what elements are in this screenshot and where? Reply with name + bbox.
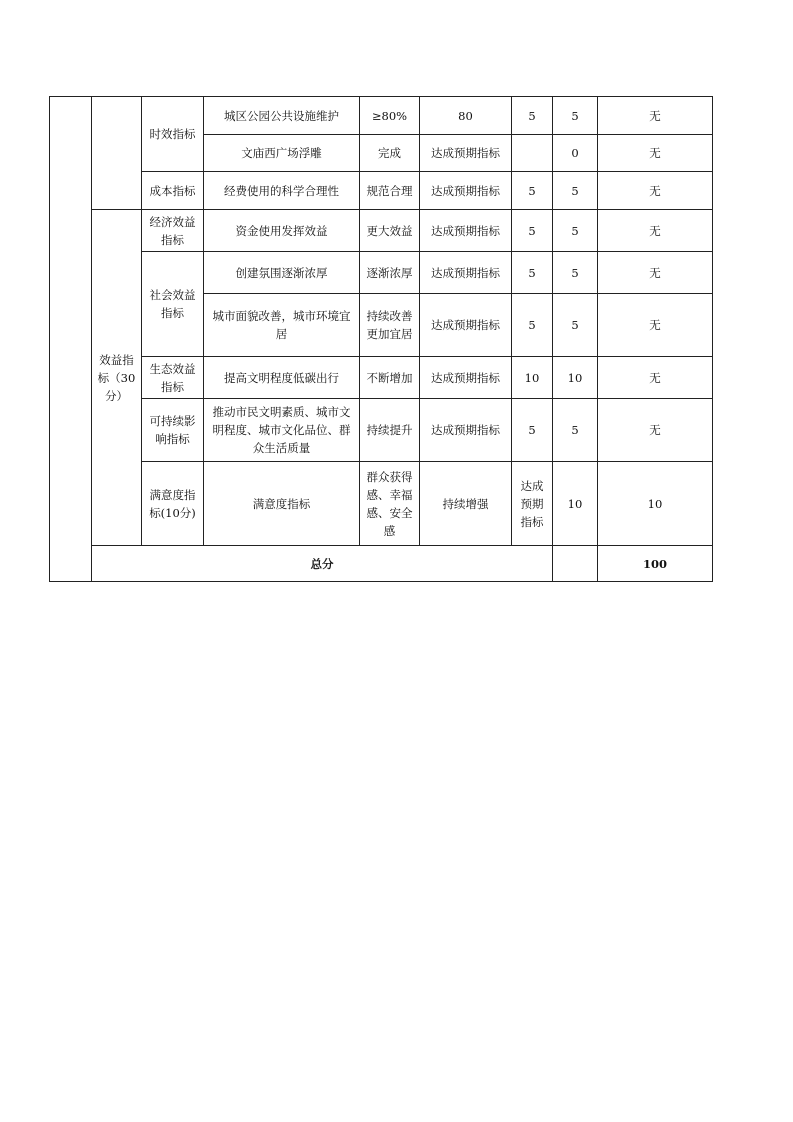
- actual-cell: 达成预期指标: [420, 172, 512, 210]
- performance-table: [49, 96, 713, 582]
- indicator-cell: 创建氛围逐渐浓厚: [204, 252, 360, 294]
- target-cell: 持续增强: [420, 462, 512, 546]
- score-cell: 10: [553, 357, 598, 399]
- primary-category-benefit: 效益指标（30分）: [92, 210, 142, 546]
- total-actual: [553, 546, 598, 582]
- actual-cell: 达成预期指标: [420, 357, 512, 399]
- weight-cell: 5: [512, 294, 553, 357]
- indicator-cell: 群众获得感、幸福感、安全感: [360, 462, 420, 546]
- table-row: [50, 357, 713, 399]
- weight-cell: 5: [512, 252, 553, 294]
- secondary-indicator-cell: 可持续影响指标: [142, 399, 204, 462]
- note-cell: 无: [598, 252, 713, 294]
- target-cell: 持续改善更加宜居: [360, 294, 420, 357]
- note-cell: 无: [598, 210, 713, 252]
- weight-cell: 10: [512, 357, 553, 399]
- target-cell: ≥80%: [360, 97, 420, 135]
- note-cell: 无: [598, 357, 713, 399]
- score-cell: 5: [553, 97, 598, 135]
- total-row: [50, 546, 713, 582]
- actual-cell: 80: [420, 97, 512, 135]
- score-cell: 5: [553, 172, 598, 210]
- table-row: [50, 399, 713, 462]
- indicator-cell: 城区公园公共设施维护: [204, 97, 360, 135]
- actual-cell: 达成预期指标: [420, 135, 512, 172]
- total-weight: 100: [598, 546, 713, 582]
- table-row: [50, 97, 713, 135]
- note-cell: 无: [598, 294, 713, 357]
- target-cell: 逐渐浓厚: [360, 252, 420, 294]
- indicator-cell: 经费使用的科学合理性: [204, 172, 360, 210]
- weight-cell: 5: [512, 97, 553, 135]
- secondary-indicator-cell: 社会效益指标: [142, 252, 204, 357]
- score-cell: 5: [553, 399, 598, 462]
- secondary-indicator-cell: 成本指标: [142, 172, 204, 210]
- target-cell: 不断增加: [360, 357, 420, 399]
- score-cell: 10: [598, 462, 713, 546]
- weight-cell: 5: [512, 210, 553, 252]
- target-cell: 持续提升: [360, 399, 420, 462]
- indicator-cell: 提高文明程度低碳出行: [204, 357, 360, 399]
- table-row: [50, 252, 713, 294]
- primary-category-satisfaction: 满意度指标(10分): [142, 462, 204, 546]
- primary-category-cell: [92, 97, 142, 210]
- target-cell: 规范合理: [360, 172, 420, 210]
- score-cell: 5: [553, 210, 598, 252]
- table-row: [50, 172, 713, 210]
- actual-cell: 达成预期指标: [512, 462, 553, 546]
- secondary-indicator-cell: 生态效益指标: [142, 357, 204, 399]
- table-row: [50, 462, 713, 546]
- target-cell: 完成: [360, 135, 420, 172]
- actual-cell: 达成预期指标: [420, 399, 512, 462]
- weight-cell: 10: [553, 462, 598, 546]
- target-cell: 更大效益: [360, 210, 420, 252]
- note-cell: 无: [598, 172, 713, 210]
- weight-cell: 5: [512, 399, 553, 462]
- weight-cell: [512, 135, 553, 172]
- actual-cell: 达成预期指标: [420, 294, 512, 357]
- secondary-indicator-cell: 经济效益指标: [142, 210, 204, 252]
- secondary-indicator-cell: 满意度指标: [204, 462, 360, 546]
- weight-cell: 5: [512, 172, 553, 210]
- note-cell: 无: [598, 135, 713, 172]
- score-cell: 5: [553, 252, 598, 294]
- total-label: 总分: [92, 546, 553, 582]
- secondary-indicator-cell: 时效指标: [142, 97, 204, 172]
- actual-cell: 达成预期指标: [420, 252, 512, 294]
- indicator-cell: 推动市民文明素质、城市文明程度、城市文化品位、群众生活质量: [204, 399, 360, 462]
- score-cell: 0: [553, 135, 598, 172]
- actual-cell: 达成预期指标: [420, 210, 512, 252]
- indicator-cell: 城市面貌改善，城市环境宜居: [204, 294, 360, 357]
- indicator-cell: 文庙西广场浮雕: [204, 135, 360, 172]
- score-cell: 5: [553, 294, 598, 357]
- note-cell: 无: [598, 97, 713, 135]
- table-row: [50, 210, 713, 252]
- note-cell: 无: [598, 399, 713, 462]
- outer-category-cell: [50, 97, 92, 582]
- indicator-cell: 资金使用发挥效益: [204, 210, 360, 252]
